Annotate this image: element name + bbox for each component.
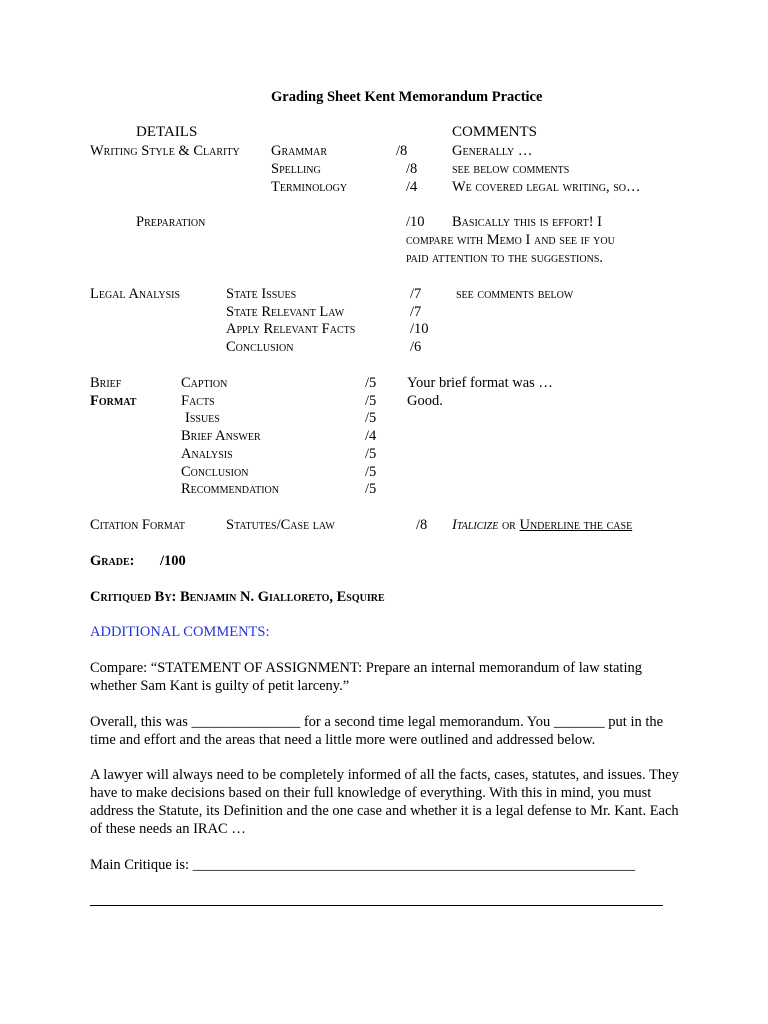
brief-comment: Good. xyxy=(407,393,443,409)
grammar-score: /8 xyxy=(396,143,408,159)
citation-underline: Underline the case xyxy=(519,517,633,533)
terminology-score: /4 xyxy=(406,179,418,195)
grade-value: /100 xyxy=(160,553,186,569)
issues-label: Issues xyxy=(185,410,220,426)
grammar-label: Grammar xyxy=(271,143,328,159)
terminology-label: Terminology xyxy=(271,179,348,195)
preparation-comment-line: Basically this is effort! I xyxy=(452,214,603,230)
critiqued-label: Critiqued By: xyxy=(90,589,177,605)
apply-facts-score: /10 xyxy=(410,321,429,337)
preparation-label: Preparation xyxy=(136,214,206,230)
legal-category: Legal Analysis xyxy=(90,286,181,302)
grammar-comment: Generally … xyxy=(452,143,533,159)
main-critique-line: Main Critique is: _____________________________________________________________ xyxy=(90,857,635,873)
blank-rule-line xyxy=(90,905,663,906)
caption-score: /5 xyxy=(365,375,377,391)
apply-facts-label: Apply Relevant Facts xyxy=(226,321,356,337)
state-issues-label: State Issues xyxy=(226,286,297,302)
analysis-score: /5 xyxy=(365,446,377,462)
citation-italicize: Italicize xyxy=(452,517,499,533)
issues-score: /5 xyxy=(365,410,377,426)
state-law-score: /7 xyxy=(410,304,422,320)
overall-paragraph: Overall, this was _______________ for a second time legal memorandum. You _______ put in the time and effort and the areas that need a little more were outlined and addressed below. xyxy=(90,714,664,748)
spelling-comment: see below comments xyxy=(452,161,570,177)
recommendation-label: Recommendation xyxy=(181,481,280,497)
recommendation-score: /5 xyxy=(365,481,377,497)
facts-label: Facts xyxy=(181,393,215,409)
brief-category: Brief xyxy=(90,375,122,391)
brief-conclusion-score: /5 xyxy=(365,464,377,480)
legal-comment: see comments below xyxy=(456,286,574,302)
spelling-score: /8 xyxy=(406,161,418,177)
state-issues-score: /7 xyxy=(410,286,422,302)
legal-conclusion-label: Conclusion xyxy=(226,339,294,355)
citation-or: or xyxy=(498,517,520,533)
brief-category-format: Format xyxy=(90,393,137,409)
legal-conclusion-score: /6 xyxy=(410,339,422,355)
spelling-label: Spelling xyxy=(271,161,321,177)
brief-answer-label: Brief Answer xyxy=(181,428,261,444)
critiqued-by xyxy=(90,588,385,606)
caption-label: Caption xyxy=(181,375,228,391)
analysis-label: Analysis xyxy=(181,446,233,462)
details-header: DETAILS xyxy=(136,124,198,140)
critiqued-name: Benjamin N. Gialloreto, Esquire xyxy=(180,589,385,605)
brief-comment: Your brief format was … xyxy=(407,375,553,391)
citation-category: Citation Format xyxy=(90,517,185,533)
page-title: Grading Sheet Kent Memorandum Practice xyxy=(271,89,543,105)
citation-item: Statutes/Case law xyxy=(226,517,335,533)
preparation-comment-line: paid attention to the suggestions. xyxy=(406,250,604,266)
citation-comment xyxy=(452,516,632,534)
citation-score: /8 xyxy=(416,517,428,533)
brief-conclusion-label: Conclusion xyxy=(181,464,249,480)
facts-score: /5 xyxy=(365,393,377,409)
comments-header: COMMENTS xyxy=(452,124,538,140)
state-law-label: State Relevant Law xyxy=(226,304,345,320)
terminology-comment: We covered legal writing, so… xyxy=(452,179,641,195)
preparation-score: /10 xyxy=(406,214,425,230)
compare-paragraph: Compare: “STATEMENT OF ASSIGNMENT: Prepare an internal memorandum of law stating whether Sam Kant is guilty of petit larceny.” xyxy=(90,660,642,694)
brief-answer-score: /4 xyxy=(365,428,377,444)
writing-category: Writing Style & Clarity xyxy=(90,143,240,159)
lawyer-paragraph: A lawyer will always need to be completely informed of all the facts, cases, statutes, and issues. They have to make decisions based on their full knowledge of everything. With this in mind, you must address the Statute, its Definition and the one case and whether it is a legal defense to Mr. Kant. Each of these needs an IRAC … xyxy=(90,767,679,837)
additional-comments-heading: ADDITIONAL COMMENTS: xyxy=(90,624,270,640)
grade-label: Grade: xyxy=(90,553,135,569)
preparation-comment-line: compare with Memo I and see if you xyxy=(406,232,615,248)
